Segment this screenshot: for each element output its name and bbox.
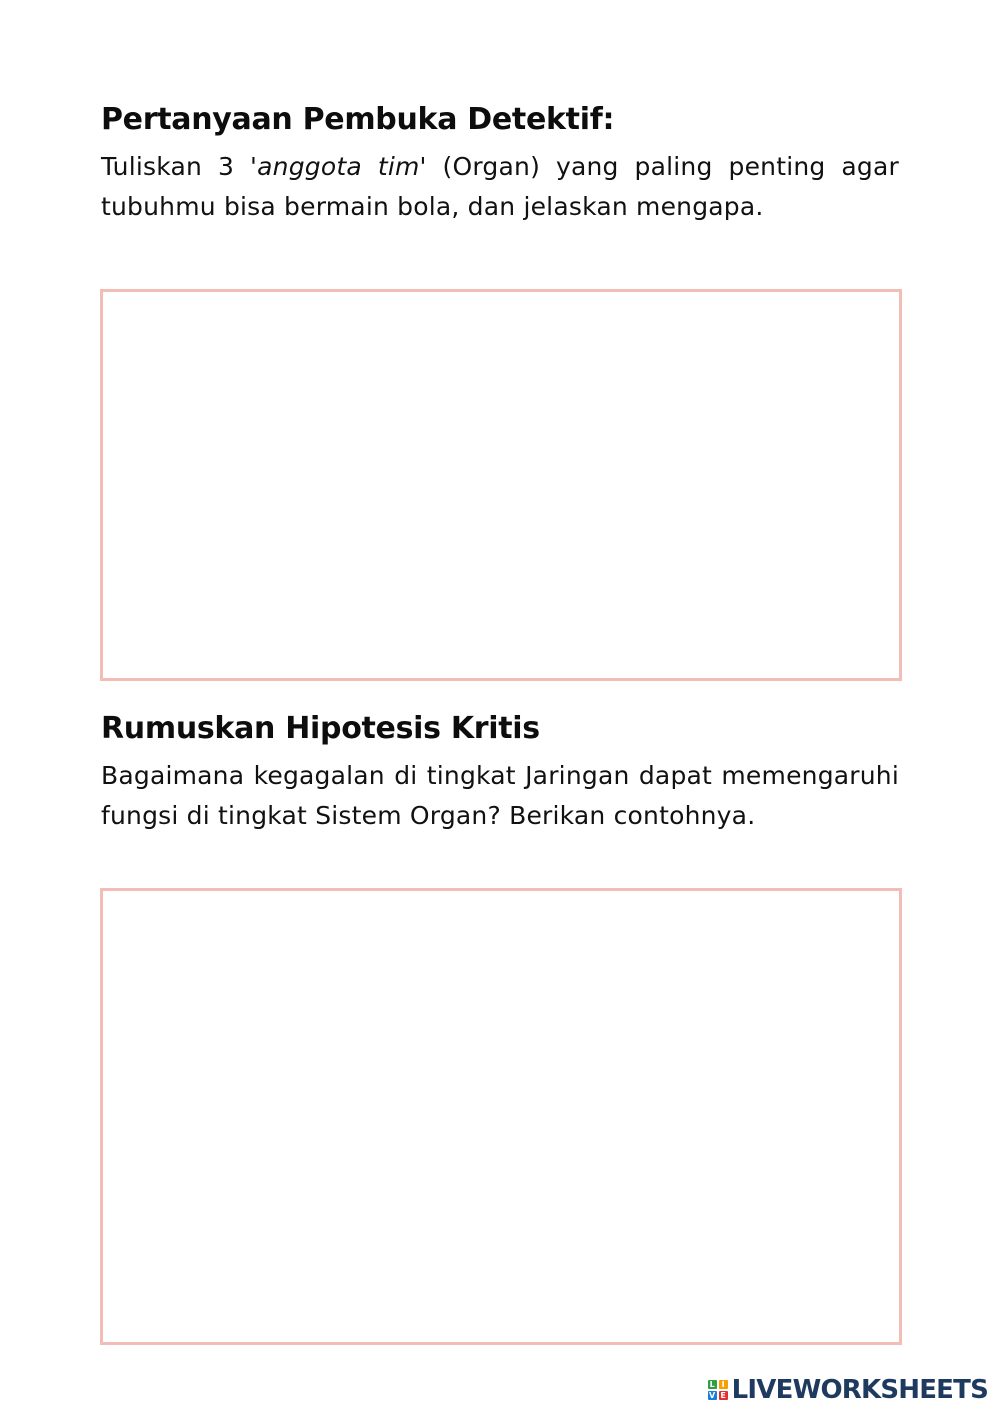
logo-letter-i: I: [719, 1380, 728, 1389]
section2-prompt: Bagaimana kegagalan di tingkat Jaringan dapat memengaruhi fungsi di tingkat Sistem Organ? Berikan contohnya.: [101, 761, 899, 830]
section2-answer-box[interactable]: [100, 888, 902, 1345]
section2-heading: Rumuskan Hipotesis Kritis: [101, 711, 540, 746]
section1-prompt-start: Tuliskan 3 ': [101, 152, 258, 181]
section1-prompt: [101, 147, 899, 227]
section1-answer-box[interactable]: [100, 289, 902, 681]
logo-letter-v: V: [709, 1391, 716, 1400]
section1-heading: Pertanyaan Pembuka Detektif:: [101, 102, 615, 137]
liveworksheets-logo-icon: [708, 1380, 728, 1400]
logo-letter-e: E: [720, 1391, 726, 1400]
liveworksheets-logo-text: LIVEWORKSHEETS: [731, 1375, 988, 1405]
section1-prompt-end: ' (Organ) yang paling penting agar tubuhmu bisa bermain bola, dan jelaskan mengapa.: [101, 152, 900, 221]
section1-prompt-italic: anggota tim: [257, 152, 420, 181]
liveworksheets-watermark: [708, 1373, 988, 1407]
logo-letter-l: L: [709, 1380, 715, 1389]
